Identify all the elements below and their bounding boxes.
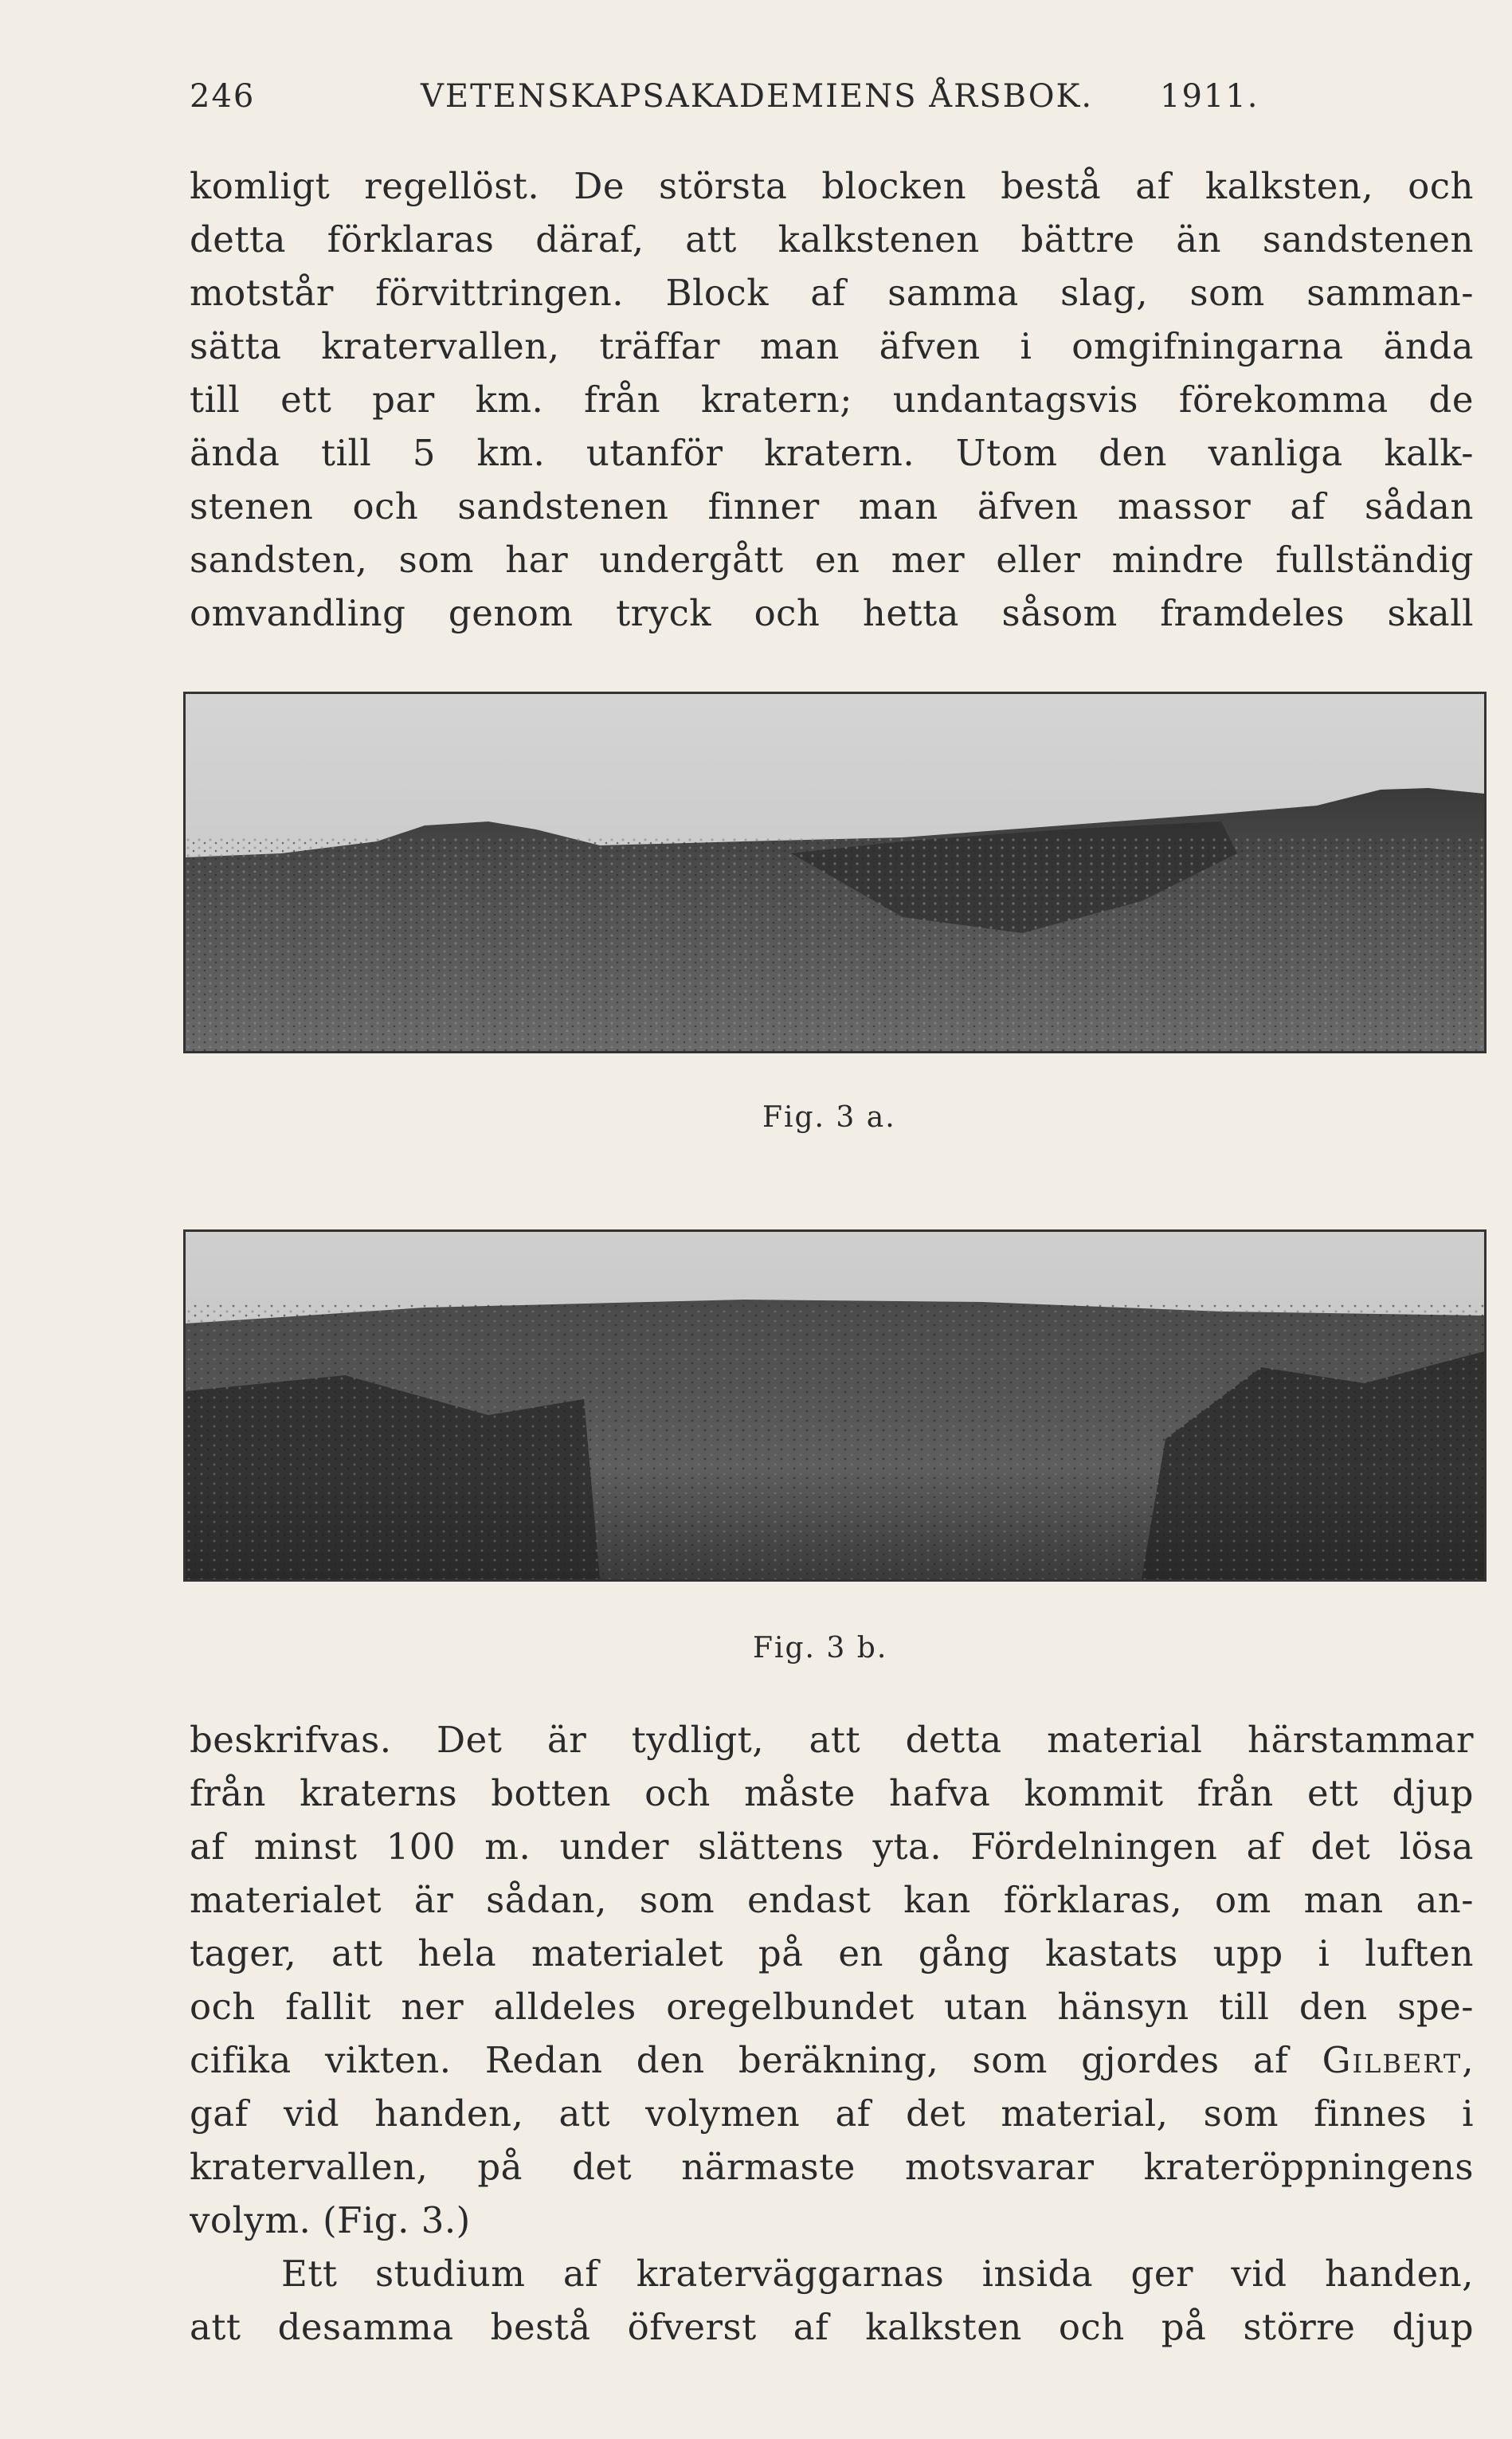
header-year: 1911. (1160, 78, 1259, 115)
text-line: och fallit ner alldeles oregelbundet utan hänsyn till den spe- (190, 1986, 1474, 2028)
text-line: sätta kratervallen, träffar man äfven i omgifningarna ända (190, 325, 1474, 367)
paragraph-2 (190, 1713, 1474, 2247)
text-line: stenen och sandstenen finner man äfven massor af sådan (190, 485, 1474, 527)
text-line: tager, att hela materialet på en gång kastats upp i luften (190, 1932, 1474, 1974)
figure-3a-photo (183, 692, 1487, 1053)
crater-rim-image (186, 694, 1484, 1051)
running-title: VETENSKAPSAKADEMIENS ÅRSBOK. (421, 78, 1094, 115)
figure-3a-caption: Fig. 3 a. (762, 1101, 896, 1134)
text-line: sandsten, som har undergått en mer eller mindre fullständig (190, 539, 1474, 581)
text-line: omvandling genom tryck och hetta såsom framdeles skall (190, 592, 1474, 634)
text-line: att desamma bestå öfverst af kalksten och på större djup (190, 2306, 1474, 2348)
paragraph-1 (190, 159, 1474, 640)
text-line: till ett par km. från kratern; undantagsvis förekomma de (190, 378, 1474, 421)
figure-3b-caption: Fig. 3 b. (753, 1632, 888, 1665)
figure-3b-photo (183, 1229, 1487, 1582)
text-fragment: cifika vikten. Redan den beräkning, som gjordes af (190, 2039, 1289, 2081)
text-line: detta förklaras däraf, att kalkstenen bättre än sandstenen (190, 218, 1474, 261)
text-line: beskrifvas. Det är tydligt, att detta material härstammar (190, 1719, 1474, 1761)
text-line: motstår förvittringen. Block af samma slag, som samman- (190, 272, 1474, 314)
page-number: 246 (190, 78, 256, 115)
text-line: af minst 100 m. under slättens yta. Fördelningen af det lösa (190, 1825, 1474, 1868)
crater-interior-image (186, 1232, 1484, 1579)
text-line: från kraterns botten och måste hafva kommit från ett djup (190, 1772, 1474, 1814)
text-line: gaf vid handen, att volymen af det material, som finnes i (190, 2092, 1474, 2135)
text-line: kratervallen, på det närmaste motsvarar krateröppningens (190, 2146, 1474, 2188)
paragraph-3 (190, 2247, 1474, 2354)
author-name-gilbert: Gilbert (1322, 2039, 1463, 2081)
text-fragment: , (1462, 2039, 1474, 2081)
text-line: materialet är sådan, som endast kan förklaras, om man an- (190, 1879, 1474, 1921)
text-line: komligt regellöst. De största blocken bestå af kalksten, och (190, 165, 1474, 207)
text-line: ända till 5 km. utanför kratern. Utom den vanliga kalk- (190, 432, 1474, 474)
running-header (190, 78, 1472, 126)
text-line: volym. (Fig. 3.) (190, 2199, 471, 2241)
text-line (190, 2033, 1474, 2087)
text-line: Ett studium af kraterväggarnas insida ger vid handen, (281, 2253, 1474, 2295)
